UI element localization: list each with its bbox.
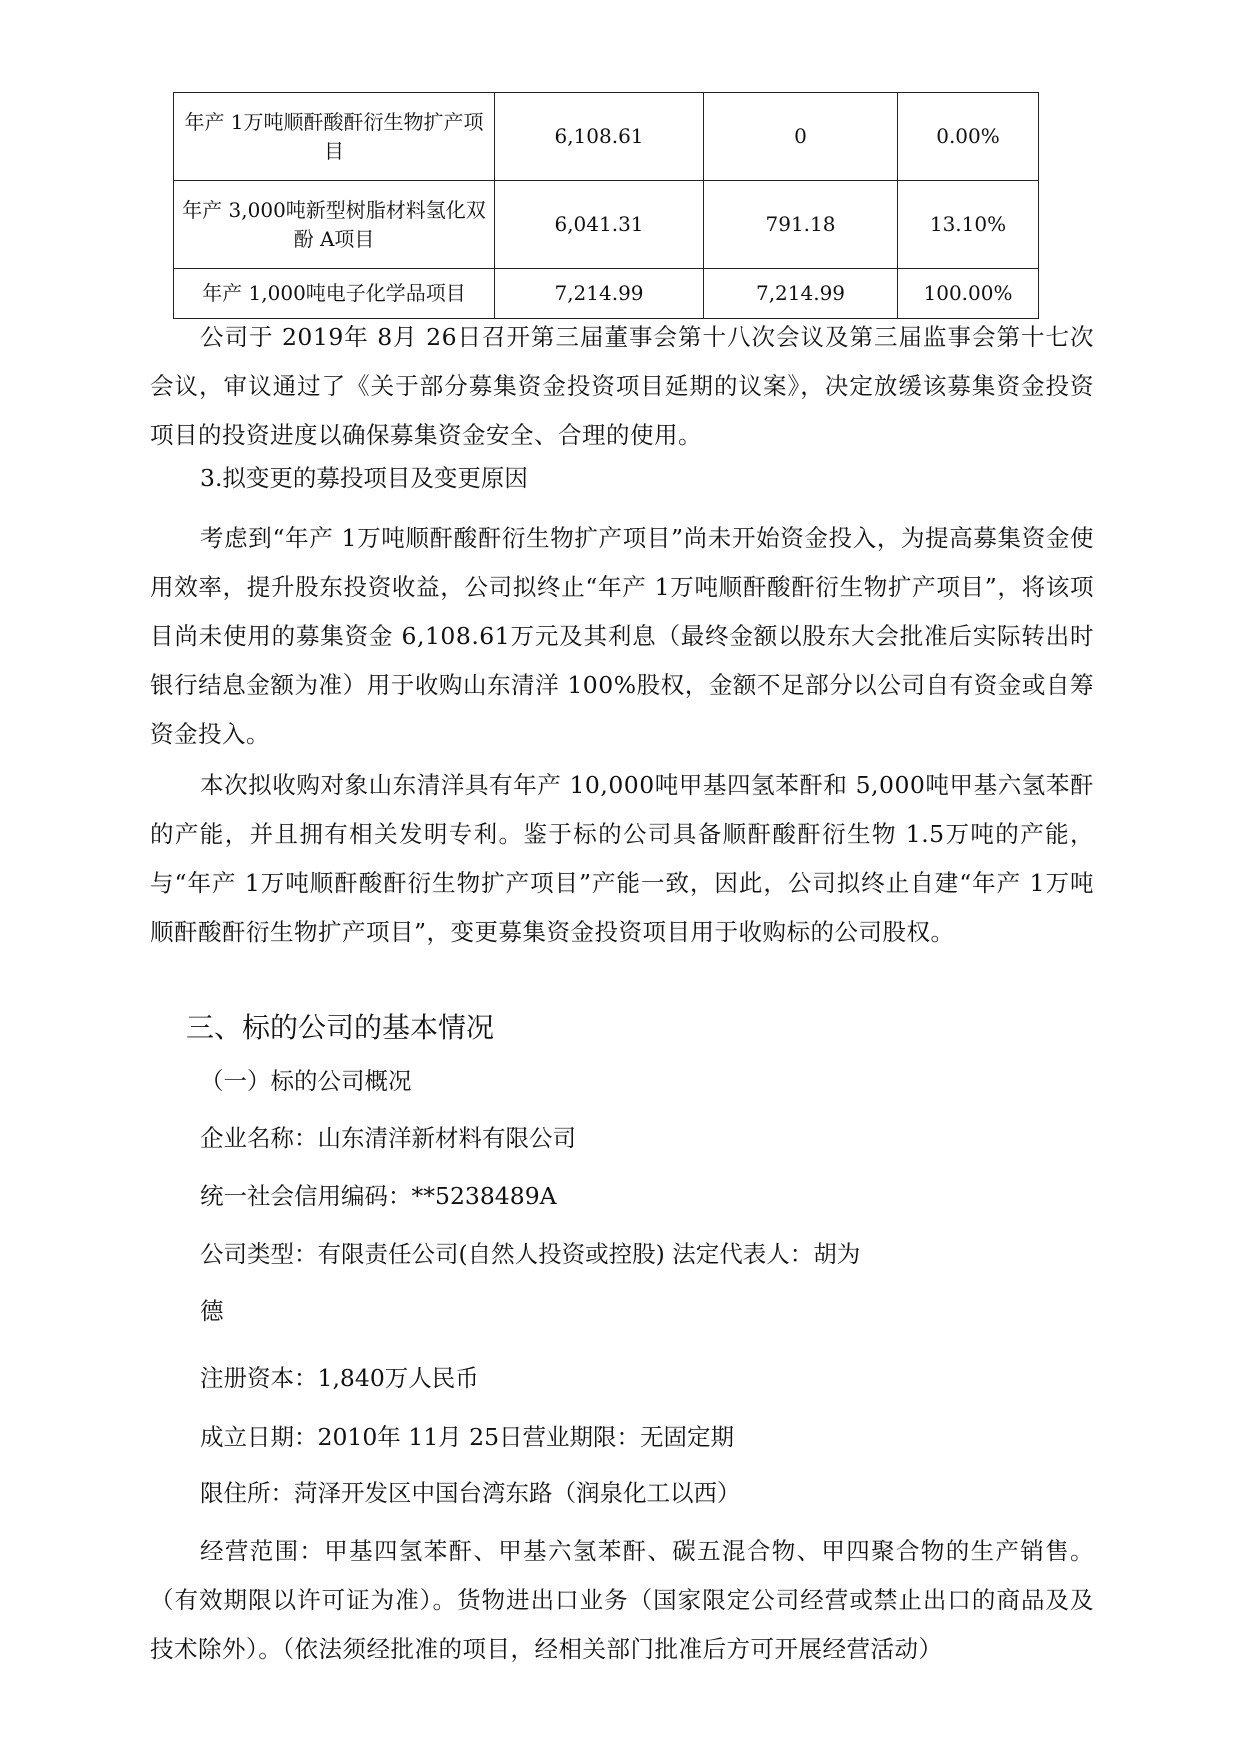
table-cell-planned: 6,041.31 [495, 181, 704, 269]
paragraph-acquisition-target: 本次拟收购对象山东清洋具有年产 10,000吨甲基四氢苯酐和 5,000吨甲基六氢苯酐的产能，并且拥有相关发明专利。鉴于标的公司具备顺酐酸酐衍生物 1.5万吨的产能，与“年产 1万吨顺酐酸酐衍生物扩产项目”产能一致，因此，公司拟终止自建“年产 1万吨顺酐酸酐衍生物扩产项目”，变更募集资金投资项目用于收购标的公司股权。 [150, 771, 1094, 946]
paragraph-business-scope: 经营范围：甲基四氢苯酐、甲基六氢苯酐、碳五混合物、甲四聚合物的生产销售。（有效期限以许可证为准）。货物进出口业务（国家限定公司经营或禁止出口的商品及及技术除外）。（依法须经批准的项目，经相关部门批准后方可开展经营活动） [150, 1537, 1094, 1663]
table-cell-invested: 0 [704, 93, 898, 181]
table-cell-project: 年产 1,000吨电子化学品项目 [174, 269, 495, 319]
subheading-change-reason: 3.拟变更的募投项目及变更原因 [200, 464, 528, 492]
table-row [174, 93, 1039, 181]
registered-capital: 注册资本：1,840万人民币 [200, 1364, 479, 1392]
table-cell-progress: 13.10% [898, 181, 1039, 269]
table-cell-progress: 100.00% [898, 269, 1039, 319]
company-type: 公司类型：有限责任公司(自然人投资或控股) 法定代表人：胡为 [200, 1240, 861, 1268]
subsection-heading: （一）标的公司概况 [200, 1067, 412, 1095]
table-cell-planned: 6,108.61 [495, 93, 704, 181]
table-cell-invested: 7,214.99 [704, 269, 898, 319]
credit-code: 统一社会信用编码：**5238489A [200, 1182, 557, 1210]
section-heading: 三、标的公司的基本情况 [186, 1011, 495, 1044]
company-name: 企业名称：山东清洋新材料有限公司 [200, 1124, 576, 1152]
table-cell-invested: 791.18 [704, 181, 898, 269]
table-cell-progress: 0.00% [898, 93, 1039, 181]
table-cell-project: 年产 3,000吨新型树脂材料氢化双酚 A项目 [174, 181, 495, 269]
table-row [174, 181, 1039, 269]
paragraph-change-rationale: 考虑到“年产 1万吨顺酐酸酐衍生物扩产项目”尚未开始资金投入，为提高募集资金使用效率，提升股东投资收益，公司拟终止“年产 1万吨顺酐酸酐衍生物扩产项目”，将该项目尚未使用的募集资金 6,108.61万元及其利息（最终金额以股东大会批准后实际转出时银行结息金额为准）用于收购山东清洋 100%股权，金额不足部分以公司自有资金或自筹资金投入。 [150, 524, 1094, 748]
table-row [174, 269, 1039, 319]
fund-usage-table [173, 92, 1039, 319]
company-address: 限住所：菏泽开发区中国台湾东路（润泉化工以西） [200, 1479, 741, 1507]
table-cell-planned: 7,214.99 [495, 269, 704, 319]
establishment-date: 成立日期：2010年 11月 25日营业期限：无固定期 [200, 1423, 735, 1451]
company-type-continued: 德 [200, 1297, 224, 1325]
paragraph-board-resolution: 公司于 2019年 8月 26日召开第三届董事会第十八次会议及第三届监事会第十七次会议，审议通过了《关于部分募集资金投资项目延期的议案》，决定放缓该募集资金投资项目的投资进度以确保募集资金安全、合理的使用。 [150, 323, 1094, 449]
table-cell-project: 年产 1万吨顺酐酸酐衍生物扩产项目 [174, 93, 495, 181]
